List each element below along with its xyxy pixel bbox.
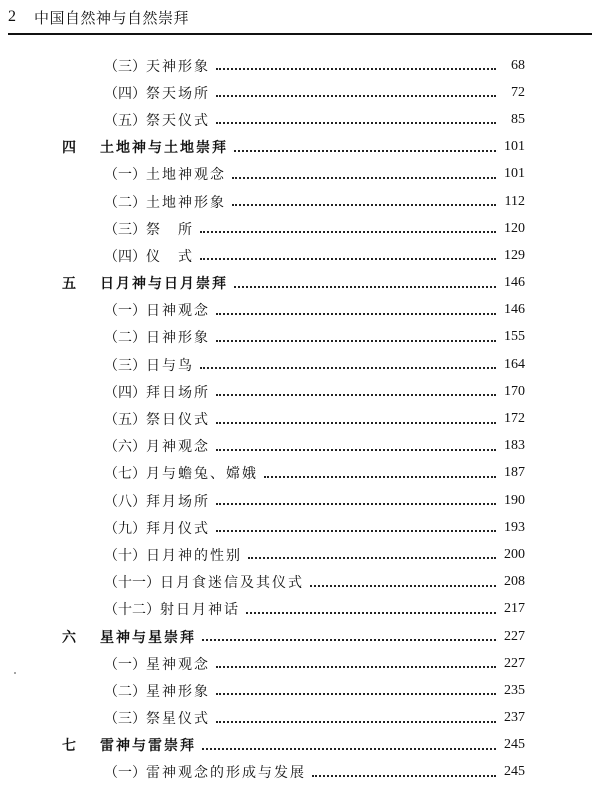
toc-entry-title: 日月食迷信及其仪式 [160,575,304,592]
toc-entry-number: （三） [104,58,146,75]
toc-entry [0,297,600,324]
page-header [8,4,592,30]
toc-chapter-title: 日月神与日月崇拜 [100,276,228,293]
toc-chapter [0,732,600,759]
toc-entry-title: 日月神的性别 [146,547,242,564]
toc-entry-title: 祭星仪式 [146,711,210,728]
toc-entry-title: 雷神观念的形成与发展 [146,765,306,782]
toc-entry-page: 68 [511,57,525,73]
dot-leader [216,720,496,723]
header-rule [8,33,592,35]
toc-entry-page: 237 [504,710,525,726]
toc-entry [0,460,600,487]
toc-entry-number: （一） [104,303,146,320]
toc-chapter [0,270,600,297]
toc-entry-title: 日神观念 [146,303,210,320]
toc-entry-title: 日神形象 [146,330,210,347]
toc-chapter-number: 五 [62,276,76,293]
toc-entry-page: 187 [504,465,525,481]
toc-entry-number: （一） [104,167,146,184]
dot-leader [310,584,496,587]
toc-chapter [0,623,600,650]
toc-entry-title: 天神形象 [146,58,210,75]
toc-chapter-number: 四 [62,140,76,157]
toc-entry-page: 164 [504,356,525,372]
toc-entry [0,514,600,541]
toc-entry [0,52,600,79]
toc-entry [0,378,600,405]
toc-entry-number: （二） [104,683,146,700]
dot-leader [202,747,496,750]
dot-leader [232,176,496,179]
toc-entry-page: 217 [504,601,525,617]
toc-entry-title: 星神观念 [146,656,210,673]
toc-chapter-title: 雷神与雷崇拜 [100,738,196,755]
toc-entry-number: （三） [104,357,146,374]
toc-entry-number: （五） [104,112,146,129]
toc-entry-number: （八） [104,493,146,510]
toc-entry-page: 155 [504,329,525,345]
dot-leader [216,121,496,124]
book-title: 中国自然神与自然崇拜 [34,8,190,27]
dot-leader [216,421,496,424]
toc-entry-title: 拜日场所 [146,384,210,401]
toc-entry-title: 土地神形象 [146,194,226,211]
dot-leader [216,692,496,695]
dot-leader [248,556,496,559]
page-number: 2 [8,8,16,25]
toc-entry-title: 月与蟾兔、嫦娥 [146,466,258,483]
dot-leader [216,529,496,532]
dot-leader [246,611,496,614]
dot-leader [216,448,496,451]
toc-entry-page: 183 [504,438,525,454]
toc-entry [0,433,600,460]
toc-entry [0,705,600,732]
toc-entry-number: （三） [104,221,146,238]
toc-entry-title: 祭天仪式 [146,112,210,129]
toc-entry-number: （七） [104,466,146,483]
toc-entry-page: 245 [504,764,525,780]
dot-leader [200,366,496,369]
toc-entry-title: 日与鸟 [146,357,194,374]
dot-leader [232,203,496,206]
toc-entry-page: 208 [504,574,525,590]
dot-leader [216,339,496,342]
toc-entry-title: 土地神观念 [146,167,226,184]
toc-chapter-title: 星神与星崇拜 [100,629,196,646]
toc-entry [0,405,600,432]
dot-leader [216,312,496,315]
toc-entry-page: 235 [504,682,525,698]
toc-entry-page: 85 [511,111,525,127]
toc-entry [0,569,600,596]
toc-entry [0,161,600,188]
toc-entry [0,324,600,351]
toc-chapter-title: 土地神与土地崇拜 [100,140,228,157]
toc-entry-number: （四） [104,85,146,102]
toc-entry [0,215,600,242]
toc-entry [0,106,600,133]
toc-entry-page: 101 [504,166,525,182]
toc-entry-page: 190 [504,492,525,508]
toc-entry-page: 193 [504,519,525,535]
toc-entry-number: （十） [104,547,146,564]
toc-chapter [0,134,600,161]
toc-entry-page: 112 [504,193,525,209]
toc-entry-page: 120 [504,220,525,236]
toc-entry-page: 172 [504,411,525,427]
toc-entry [0,541,600,568]
toc-entry-title: 星神形象 [146,683,210,700]
toc-entry-number: （二） [104,194,146,211]
scan-speck [14,672,16,674]
dot-leader [312,774,496,777]
toc-entry-title: 仪 式 [146,248,194,265]
toc-entry [0,351,600,378]
toc-entry-page: 146 [504,302,525,318]
toc-chapter-page: 101 [504,139,525,155]
toc-entry-number: （三） [104,711,146,728]
toc-chapter-page: 227 [504,628,525,644]
toc-entry-title: 月神观念 [146,439,210,456]
toc-entry [0,487,600,514]
toc-entry-number: （六） [104,439,146,456]
toc-entry-page: 72 [511,84,525,100]
toc-entry-page: 227 [504,655,525,671]
dot-leader [216,94,496,97]
toc-entry-number: （九） [104,520,146,537]
toc-entry-title: 祭天场所 [146,85,210,102]
toc-entry-page: 200 [504,546,525,562]
toc-entry [0,596,600,623]
toc-entry [0,79,600,106]
dot-leader [216,502,496,505]
toc-entry-title: 祭日仪式 [146,412,210,429]
dot-leader [216,67,496,70]
toc-entry [0,677,600,704]
dot-leader [216,393,496,396]
toc-entry [0,759,600,786]
toc-entry-number: （十二） [104,602,160,619]
toc-entry-number: （二） [104,330,146,347]
table-of-contents [0,52,600,800]
toc-chapter-page: 146 [504,275,525,291]
toc-chapter-page: 245 [504,737,525,753]
toc-entry-title: 拜月场所 [146,493,210,510]
dot-leader [200,230,496,233]
toc-entry-number: （四） [104,248,146,265]
dot-leader [264,475,496,478]
dot-leader [234,285,496,288]
toc-chapter-number: 七 [62,738,76,755]
toc-entry [0,650,600,677]
toc-entry-number: （五） [104,412,146,429]
dot-leader [216,665,496,668]
toc-entry [0,188,600,215]
toc-entry [0,242,600,269]
toc-entry-number: （一） [104,656,146,673]
toc-entry-number: （四） [104,384,146,401]
toc-entry-number: （十一） [104,575,160,592]
toc-entry-title: 拜月仪式 [146,520,210,537]
dot-leader [234,149,496,152]
toc-entry-title: 祭 所 [146,221,194,238]
toc-chapter-number: 六 [62,629,76,646]
toc-entry-page: 129 [504,247,525,263]
dot-leader [202,638,496,641]
toc-entry-number: （一） [104,765,146,782]
toc-entry-title: 射日月神话 [160,602,240,619]
dot-leader [200,257,496,260]
toc-entry-page: 170 [504,383,525,399]
